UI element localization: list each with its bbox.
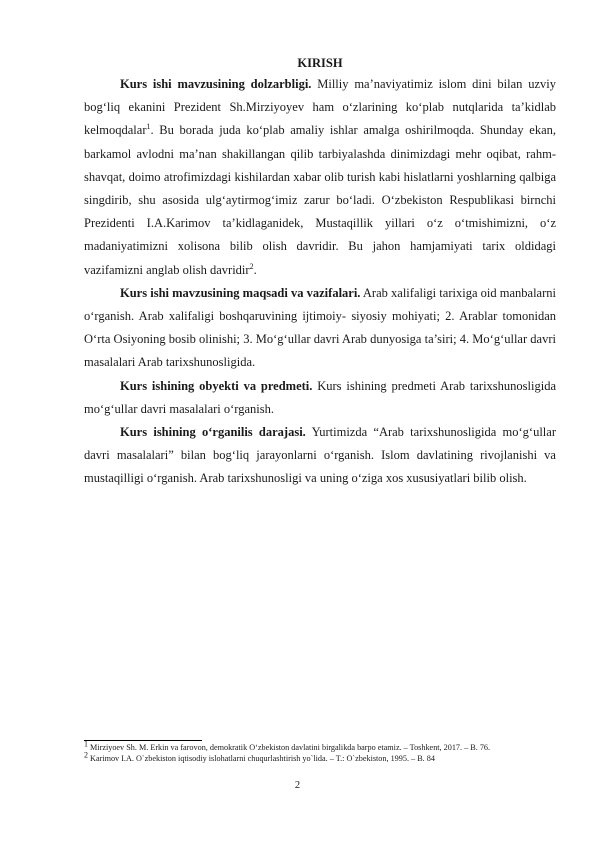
paragraph-text: Milliy ma’naviyatimiz islom dini bilan uzviy bog‘liq ekanini Prezident Sh.Mirziyoyev ham o‘zlarining ko‘plab nutqlarida ta’kidlab kelmoqdalar [84,77,556,138]
footnote-number: 2 [84,749,88,759]
footnotes [84,739,556,764]
page-number: 2 [294,780,301,791]
section-label: Kurs ishi mavzusining dolzarbligi. [120,77,312,91]
page-title: KIRISH [297,56,343,70]
footnote-divider [84,740,202,741]
footnote-number: 1 [84,739,88,749]
paragraph-object [84,375,556,421]
paragraph-study-level [84,421,556,491]
paragraph-text: Yurtimizda “Arab tarixshunosligida mo‘g‘ullar davri masalalari” bilan bog‘liq jarayonlarni o‘rganish. Islom davlatining rivojlanishi va mustaqilligi o‘rganish. Arab tarixshunosligi va uning o‘ziga xos xususiyatlari bilib olish. [84,425,556,486]
paragraph-text: Kurs ishining predmeti Arab tarixshunosligida mo‘g‘ullar davri masalalari o‘rganish. [84,378,556,416]
section-label: Kurs ishining obyekti va predmeti. [120,378,313,393]
paragraph-text: . Bu borada juda ko‘plab amaliy ishlar amalga oshirilmoqda. Shunday ekan, barkamol avlodni ma’nan shakillangan qilib tarbiyalashda dinimizdagi mehr oqibat, rahm-shavqat, doimo atrofimizdagi kishilardan xabar olib turish kabi hislatlarni yoshlarning qalbiga singdirib, shu asosida ulg‘aytirmog‘imiz zarur bo‘ladi. O‘zbekiston Respublikasi birnchi Prezidenti I.A.Karimov ta’kidlaganidek, Mustaqillik yillari o‘z o‘tmishimizni, o‘z madaniyatimizni xolisona bilib olish davridir. Bu jahon hamjamiyati tarix oldidagi vazifamizni anglab olish davridir [84,123,556,277]
footnote-item [84,749,556,765]
paragraph-text: Arab xalifaligi tarixiga oid manbalarni o‘rganish. Arab xalifaligi boshqaruvining ijtimoiy- siyosiy mohiyati; 2. Arablar tomonidan O‘rta Osiyoning bosib olinishi; 3. Mo‘g‘ullar davri Arab dunyosiga ta’siri; 4. Mo‘g‘ullar davri masalalari Arab tarixshunosligida. [84,285,556,370]
paragraph-text: . [253,262,257,277]
section-label: Kurs ishining o‘rganilis darajasi. [120,425,306,440]
footnote-item [84,739,556,754]
footnote-ref: 2 [249,261,254,271]
document-body [84,56,556,491]
paragraph-relevance [84,73,556,282]
footnote-text: Karimov I.A. O`zbekiston iqtisodiy islohatlarni chuqurlashtirish yo`lida. – T.: O`zbekiston, 1995. – B. 84 [88,753,435,763]
footnote-ref: 1 [146,122,151,132]
section-label: Kurs ishi mavzusining maqsadi va vazifalari. [120,285,361,300]
footnote-text: Mirziyoev Sh. M. Erkin va farovon, demokratik O‘zbekiston davlatini birgalikda barpo etamiz. – Toshkent, 2017. – B. 76. [88,743,491,752]
paragraph-goals [84,282,556,375]
